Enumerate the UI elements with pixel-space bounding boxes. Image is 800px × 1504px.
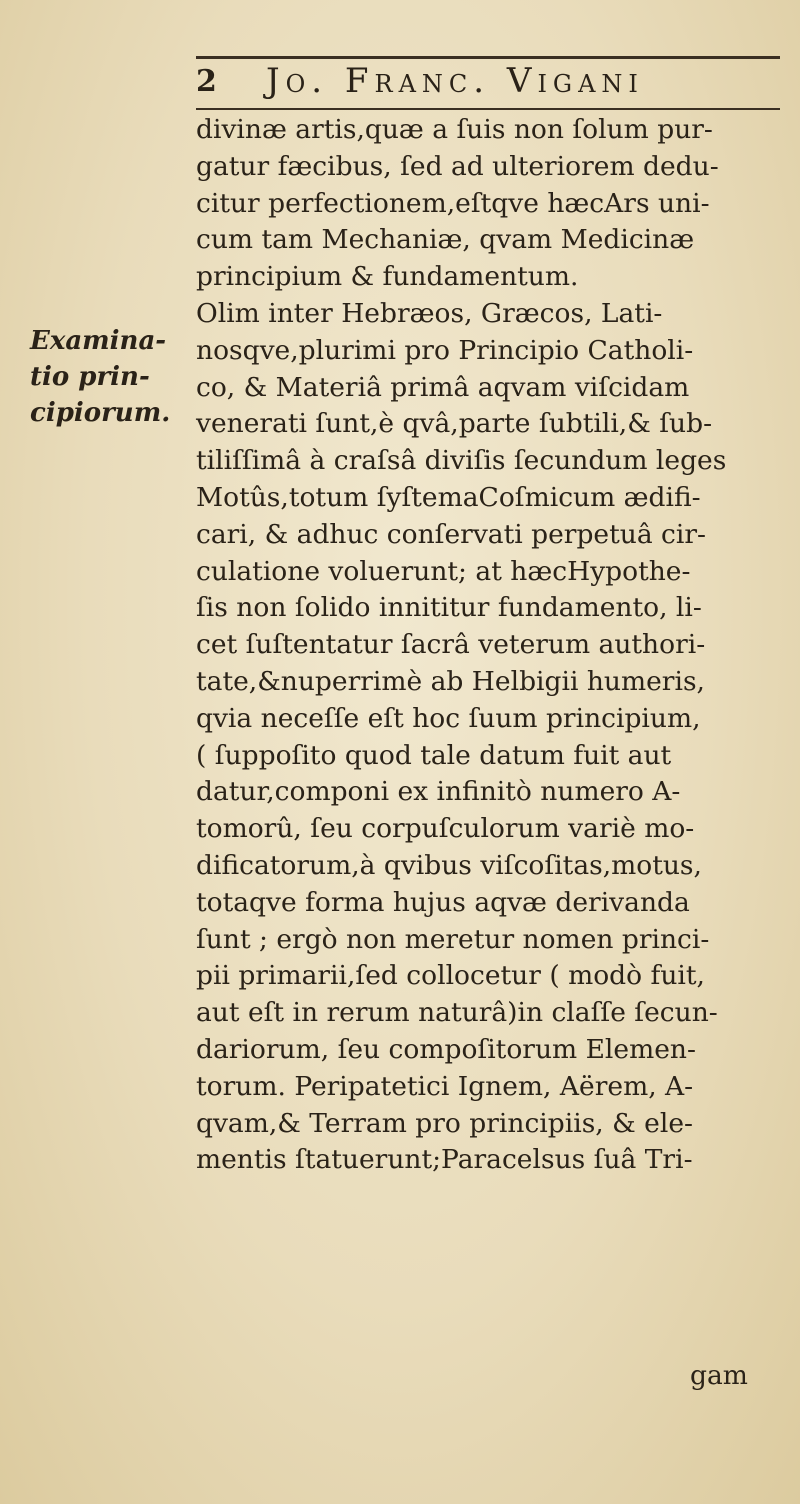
text-line: datur,componi ex infinitò numero A- [196, 776, 681, 808]
text-line: nosqve,plurimi pro Principio Catholi- [196, 334, 694, 366]
text-line: venerati ſunt,è qvâ,parte ſubtili,& ſub- [196, 408, 713, 440]
text-line: citur perfectionem,eſtqve hæcArs uni- [196, 187, 710, 219]
text-line: dariorum, ſeu compoſitorum Elemen- [196, 1033, 696, 1065]
marginal-line: Examina- [30, 326, 167, 356]
text-line: tate,&nuperrimè ab Helbigii humeris, [196, 665, 705, 697]
text-line: Motûs,totum ſyſtemaCoſmicum ædifi- [196, 481, 701, 513]
text-line: qvia neceſſe eſt hoc ſuum principium, [196, 702, 701, 734]
text-line: culatione voluerunt; at hæcHypothe- [196, 555, 691, 587]
marginal-line: tio prin- [30, 362, 150, 392]
text-line: torum. Peripatetici Ignem, Aërem, A- [196, 1070, 694, 1102]
text-line: tiliſſimâ à craſsâ diviſis ſecundum leges [196, 445, 727, 477]
text-line: pii primarii,ſed collocetur ( modò fuit, [196, 960, 705, 992]
text-line: cari, & adhuc conſervati perpetuâ cir- [196, 518, 706, 550]
text-line: dificatorum,à qvibus viſcoſitas,motus, [196, 849, 702, 881]
header-rule-bottom [196, 108, 780, 110]
text-line: gatur fæcibus, ſed ad ulteriorem dedu- [196, 150, 719, 182]
running-title: Jo. Franc. Vigani [266, 61, 644, 101]
marginal-line: cipiorum. [30, 398, 171, 428]
page-number: 2 [196, 63, 217, 99]
text-line: cum tam Mechaniæ, qvam Medicinæ [196, 224, 695, 256]
marginal-note [30, 323, 180, 431]
running-header [196, 56, 780, 106]
text-line: cet ſuſtentatur ſacrâ veterum authori- [196, 629, 706, 661]
text-line: ſis non ſolido innititur fundamento, li- [196, 592, 702, 624]
text-line: Olim inter Hebræos, Græcos, Lati- [196, 297, 663, 329]
text-line: ſunt ; ergò non meretur nomen princi- [196, 923, 710, 955]
text-line: ( ſuppoſito quod tale datum fuit aut [196, 739, 672, 771]
text-line: co, & Materiâ primâ aqvam viſcidam [196, 371, 690, 403]
text-line: mentis ſtatuerunt;Paracelsus ſuâ Tri- [196, 1144, 693, 1176]
text-line: totaqve forma hujus aqvæ derivanda [196, 886, 690, 918]
text-line: divinæ artis,quæ a ſuis non ſolum pur- [196, 114, 713, 145]
catchword: gam [690, 1360, 748, 1391]
body-text [196, 112, 780, 1179]
text-line: aut eſt in rerum naturâ)in claſſe ſecun- [196, 997, 718, 1029]
text-line: tomorû, ſeu corpuſculorum variè mo- [196, 813, 695, 845]
text-line: principium & fundamentum. [196, 261, 579, 293]
text-line: qvam,& Terram pro principiis, & ele- [196, 1107, 693, 1139]
